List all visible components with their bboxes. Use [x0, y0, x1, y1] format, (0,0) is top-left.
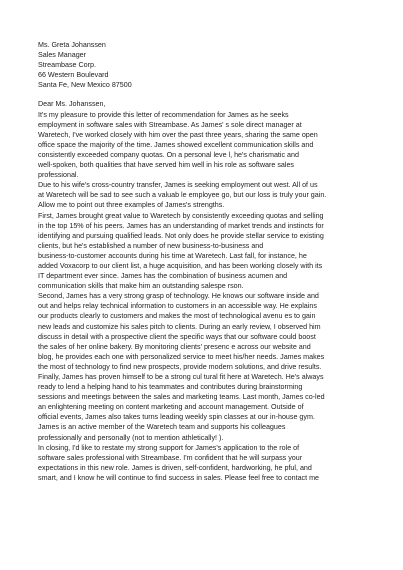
body-line: Allow me to point out three examples of James's strengths.: [38, 201, 225, 210]
salutation: Dear Ms. Johanssen,: [38, 100, 106, 109]
body-line: In closing, I'd like to restate my strong support for James's application to the role of: [38, 443, 300, 452]
spacer: [38, 90, 374, 99]
body-line: professional.: [38, 171, 79, 180]
recipient-company: Streambase Corp.: [38, 61, 96, 70]
body-line: IT department ever since. James has the combination of business acumen and: [38, 272, 288, 281]
recipient-street: 66 Western Boulevard: [38, 71, 109, 80]
recipient-name: Ms. Greta Johanssen: [38, 41, 106, 49]
body-line: the sales of her online bakery. By monitoring clients' presenc e across our website and: [38, 342, 311, 351]
body-line: well-spoken, both qualities that have served him well in his role as software sales: [38, 161, 294, 170]
body-line: our products clearly to customers and makes the most of technological avenu es to gain: [38, 312, 316, 321]
body-line: expectations in this new role. James is driven, self-confident, hardworking, he pful, and: [38, 463, 312, 472]
body-line: Finally, James has proven himself to be a strong cul tural fit here at Waretech. He's always: [38, 373, 324, 381]
body-line: Second, James has a very strong grasp of technology. He knows our software inside and: [38, 292, 319, 301]
body-line: smart, and I know he will continue to find success in sales. Please feel free to contact me: [38, 473, 320, 482]
body-line: clients, but he's established a number of new business-to-business and: [38, 241, 264, 250]
body-line: employment in software sales with Streambase. As James' s sole direct manager at: [38, 120, 302, 129]
body-line: business-to-customer accounts during his time at Waretech. Last fall, for instance, he: [38, 251, 307, 260]
body-line: added Voxacorp to our client list, a huge acquisition, and has been working closely with its: [38, 261, 323, 270]
body-line: official events, James also takes turns leading weekly spin classes at our in-house gym.: [38, 413, 315, 422]
recipient-address: [38, 40, 374, 90]
body-line: an enlightening meeting on content marketing and account management. Outside of: [38, 403, 304, 412]
body-line: new leads and customize his sales pitch to clients. During an early review, I observed him: [38, 322, 321, 331]
body-line: office space the majority of the time. James showed excellent communication skills and: [38, 140, 314, 149]
body-line: in the top 15% of his peers. James has an understanding of market trends and instincts for: [38, 221, 324, 230]
recipient-city: Santa Fe, New Mexico 87500: [38, 81, 132, 90]
body-line: communication skills that make him an outstanding salespe rson.: [38, 282, 244, 291]
body-line: at Waretech will be sad to see such a valuab le employee go, but our loss is truly your gain.: [38, 191, 327, 200]
body-line: Waretech, I've worked closely with him over the past three years, sharing the same open: [38, 130, 318, 139]
recipient-title: Sales Manager: [38, 51, 87, 60]
body-line: ready to lend a helping hand to his teammates and contributes during brainstorming: [38, 383, 303, 392]
body-line: identifying and pursuing qualified leads. Not only does he provide stellar service to existing: [38, 231, 324, 240]
body-line: It's my pleasure to provide this letter of recommendation for James as he seeks: [38, 110, 289, 119]
letter-page: [38, 40, 374, 483]
body-line: sessions and meetings between the sales and marketing teams. Last month, James co-led: [38, 393, 325, 402]
body-line: professionally and personally (not to mention athletically! ).: [38, 433, 224, 442]
body-line: discuss in detail with a prospective client the specific ways that our software could boost: [38, 332, 316, 341]
body-line: consistently exceeded company quotas. On a personal leve l, he's charismatic and: [38, 150, 299, 159]
letter-body: [38, 99, 374, 483]
body-line: Due to his wife's cross-country transfer, James is seeking employment out west. All of us: [38, 181, 318, 190]
body-line: out and helps relay technical information to customers in an accessible way. He explains: [38, 302, 317, 311]
body-line: the most of technology to find new prospects, provide modern solutions, and drive results.: [38, 362, 322, 371]
body-line: James is an active member of the Waretech team and supports his colleagues: [38, 423, 286, 432]
body-line: First, James brought great value to Waretech by consistently exceeding quotas and selling: [38, 211, 324, 220]
body-line: blog, he provides each one with personalized service to meet his/her needs. James makes: [38, 352, 325, 361]
body-line: software sales professional with Streambase. I'm confident that he will surpass your: [38, 453, 303, 462]
